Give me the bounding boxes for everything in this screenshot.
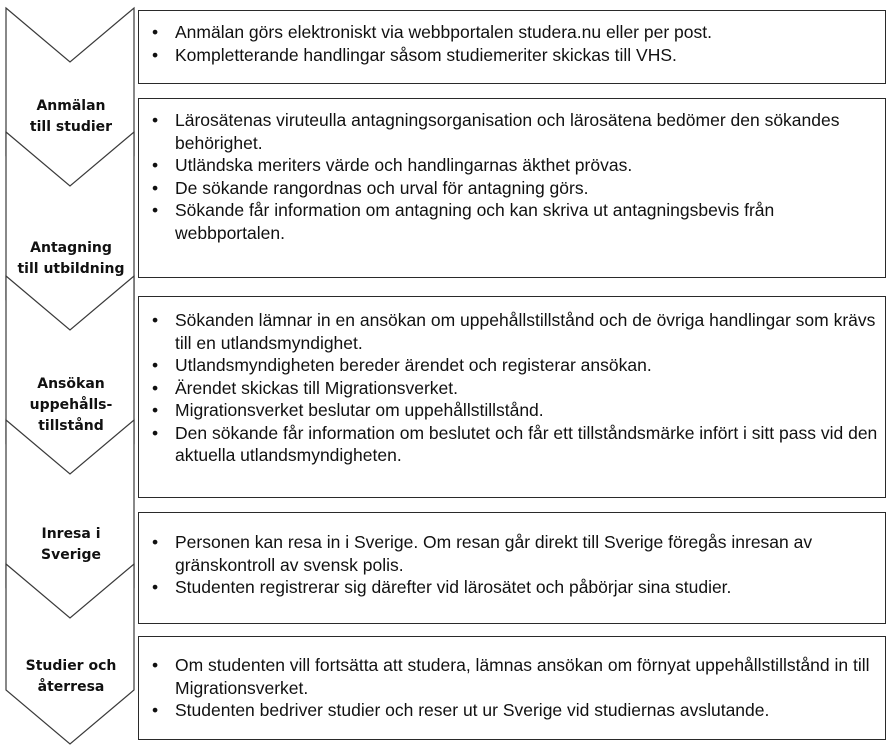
bullet-list [139, 109, 885, 244]
step-box-2 [138, 98, 886, 278]
step-box-4 [138, 512, 886, 624]
bullet-item: • Anmälan görs elektroniskt via webbportalen studera.nu eller per post. [139, 21, 885, 44]
step-box-3 [138, 296, 886, 498]
step-label-line: till utbildning [17, 261, 125, 277]
step-label-2 [6, 238, 136, 280]
step-label-line: Anmälan [36, 98, 106, 114]
bullet-item: • De sökande rangordnas och urval för antagning görs. [139, 177, 885, 200]
step-label-line: Studier och [25, 658, 117, 674]
step-label-line: Antagning [30, 240, 112, 256]
step-label-line: Ansökan [37, 376, 105, 392]
bullet-list [139, 654, 885, 722]
step-box-5 [138, 636, 886, 740]
bullet-item: • Personen kan resa in i Sverige. Om resan går direkt till Sverige föregås inresan av gränskontroll av svensk polis. [139, 531, 885, 576]
bullet-list [139, 531, 885, 599]
bullet-item: • Utländska meriters värde och handlingarnas äkthet prövas. [139, 154, 885, 177]
bullet-item: • Sökanden lämnar in en ansökan om uppehållstillstånd och de övriga handlingar som krävs till en utlandsmyndighet. [139, 309, 885, 354]
bullet-item: • Ärendet skickas till Migrationsverket. [139, 377, 885, 400]
step-label-line: Sverige [41, 547, 101, 563]
bullet-item: • Kompletterande handlingar såsom studiemeriter skickas till VHS. [139, 44, 885, 67]
step-label-1 [6, 96, 136, 138]
step-label-line: uppehålls- [29, 397, 113, 413]
step-label-5 [6, 656, 136, 698]
step-label-line: återresa [37, 679, 105, 695]
bullet-item: • Utlandsmyndigheten bereder ärendet och registerar ansökan. [139, 354, 885, 377]
bullet-item: • Migrationsverket beslutar om uppehållstillstånd. [139, 399, 885, 422]
bullet-list [139, 21, 885, 66]
bullet-item: • Studenten bedriver studier och reser ut ur Sverige vid studiernas avslutande. [139, 699, 885, 722]
bullet-item: • Sökande får information om antagning och kan skriva ut antagningsbevis från webbportalen. [139, 199, 885, 244]
bullet-item: • Den sökande får information om beslutet och får ett tillståndsmärke infört i sitt pass vid den aktuella utlandsmyndigheten. [139, 422, 885, 467]
step-label-line: till studier [29, 119, 113, 135]
step-label-3 [6, 374, 136, 437]
bullet-item: • Studenten registrerar sig därefter vid lärosätet och påbörjar sina studier. [139, 576, 885, 599]
bullet-item: • Lärosätenas viruteulla antagningsorganisation och lärosätena bedömer den sökandes behörighet. [139, 109, 885, 154]
bullet-list [139, 309, 885, 467]
bullet-item: • Om studenten vill fortsätta att studera, lämnas ansökan om förnyat uppehållstillstånd in till Migrationsverket. [139, 654, 885, 699]
step-label-line: Inresa i [41, 526, 101, 542]
step-label-4 [6, 524, 136, 566]
step-label-line: tillstånd [38, 418, 104, 434]
step-box-1 [138, 10, 886, 84]
